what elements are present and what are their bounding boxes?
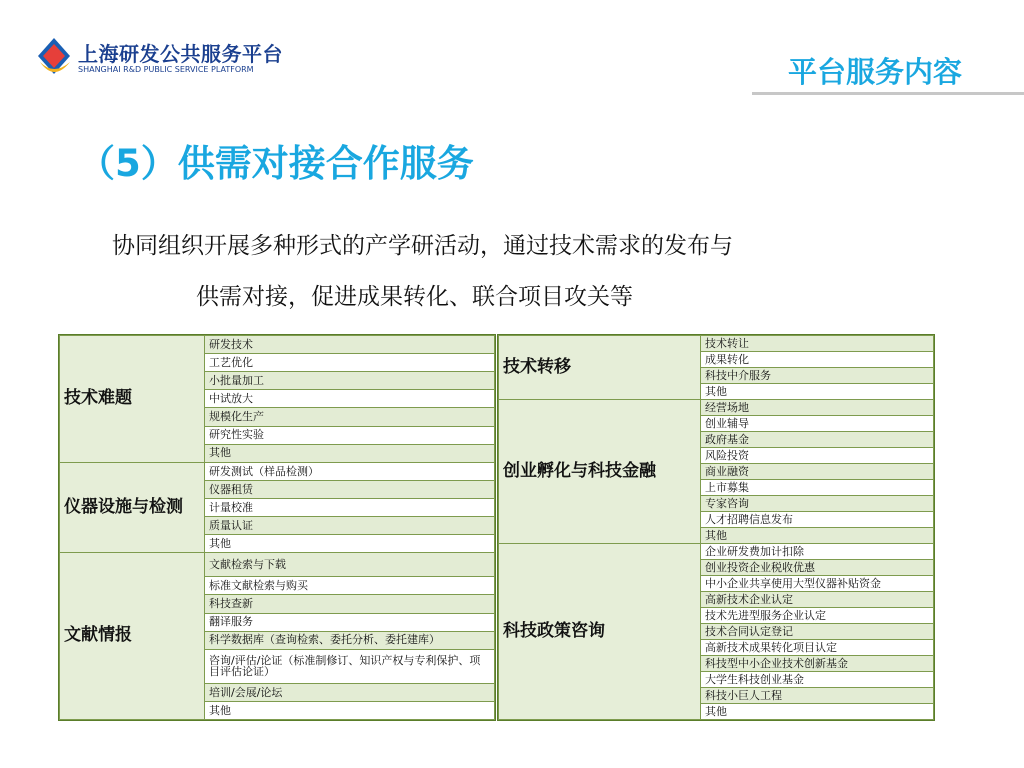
service-item-cell: 政府基金 — [701, 432, 934, 448]
section-title: 平台服务内容 — [787, 55, 962, 89]
category-cell: 仪器设施与检测 — [60, 462, 205, 553]
category-cell: 创业孵化与科技金融 — [499, 400, 701, 544]
table-row — [60, 553, 495, 577]
service-item-cell: 标准文献检索与购买 — [205, 577, 495, 595]
service-item-cell: 成果转化 — [701, 352, 934, 368]
service-item-cell: 人才招聘信息发布 — [701, 512, 934, 528]
service-item-cell: 其他 — [205, 701, 495, 719]
service-item-cell: 大学生科技创业基金 — [701, 672, 934, 688]
service-item-cell: 咨询/评估/论证（标准制修订、知识产权与专利保护、项目评估论证） — [205, 649, 495, 683]
service-item-cell: 创业辅导 — [701, 416, 934, 432]
service-item-cell: 技术合同认定登记 — [701, 624, 934, 640]
service-item-cell: 研究性实验 — [205, 426, 495, 444]
service-item-cell: 科学数据库（查询检索、委托分析、委托建库） — [205, 631, 495, 649]
table-row — [499, 336, 934, 352]
service-item-cell: 上市募集 — [701, 480, 934, 496]
logo-chinese-name: 上海研发公共服务平台 — [78, 42, 283, 66]
service-item-cell: 小批量加工 — [205, 372, 495, 390]
service-item-cell: 风险投资 — [701, 448, 934, 464]
service-item-cell: 培训/会展/论坛 — [205, 683, 495, 701]
service-item-cell: 创业投资企业税收优惠 — [701, 560, 934, 576]
service-item-cell: 计量校准 — [205, 498, 495, 516]
service-item-cell: 中试放大 — [205, 390, 495, 408]
service-item-cell: 其他 — [701, 704, 934, 720]
service-item-cell: 工艺优化 — [205, 354, 495, 372]
service-item-cell: 专家咨询 — [701, 496, 934, 512]
description-line-2: 供需对接，促进成果转化、联合项目攻关等 — [196, 284, 633, 310]
service-item-cell: 经营场地 — [701, 400, 934, 416]
service-table — [59, 335, 495, 720]
service-item-cell: 中小企业共享使用大型仪器补贴资金 — [701, 576, 934, 592]
diamond-logo-icon — [34, 36, 76, 80]
service-item-cell: 翻译服务 — [205, 613, 495, 631]
service-item-cell: 研发技术 — [205, 336, 495, 354]
category-cell: 技术转移 — [499, 336, 701, 400]
service-item-cell: 科技小巨人工程 — [701, 688, 934, 704]
service-item-cell: 其他 — [701, 528, 934, 544]
category-cell: 技术难题 — [60, 336, 205, 463]
service-item-cell: 其他 — [701, 384, 934, 400]
service-item-cell: 高新技术成果转化项目认定 — [701, 640, 934, 656]
service-item-cell: 高新技术企业认定 — [701, 592, 934, 608]
table-row — [60, 462, 495, 480]
platform-logo — [34, 36, 284, 82]
category-cell: 文献情报 — [60, 553, 205, 720]
service-item-cell: 商业融资 — [701, 464, 934, 480]
title-underline — [752, 92, 1024, 95]
service-item-cell: 其他 — [205, 444, 495, 462]
service-item-cell: 质量认证 — [205, 517, 495, 535]
service-item-cell: 仪器租赁 — [205, 480, 495, 498]
service-item-cell: 企业研发费加计扣除 — [701, 544, 934, 560]
service-item-cell: 技术先进型服务企业认定 — [701, 608, 934, 624]
right-service-table — [497, 334, 935, 721]
service-item-cell: 科技中介服务 — [701, 368, 934, 384]
table-row — [499, 400, 934, 416]
service-item-cell: 规模化生产 — [205, 408, 495, 426]
service-item-cell: 文献检索与下载 — [205, 553, 495, 577]
page-heading: （5）供需对接合作服务 — [78, 142, 474, 185]
service-table — [498, 335, 934, 720]
table-row — [499, 544, 934, 560]
service-item-cell: 科技型中小企业技术创新基金 — [701, 656, 934, 672]
category-cell: 科技政策咨询 — [499, 544, 701, 720]
logo-english-name: SHANGHAI R&D PUBLIC SERVICE PLATFORM — [78, 65, 254, 74]
description-line-1: 协同组织开展多种形式的产学研活动，通过技术需求的发布与 — [112, 233, 733, 259]
service-item-cell: 技术转让 — [701, 336, 934, 352]
service-item-cell: 其他 — [205, 535, 495, 553]
left-service-table — [58, 334, 496, 721]
service-item-cell: 科技查新 — [205, 595, 495, 613]
service-item-cell: 研发测试（样品检测） — [205, 462, 495, 480]
table-row — [60, 336, 495, 354]
